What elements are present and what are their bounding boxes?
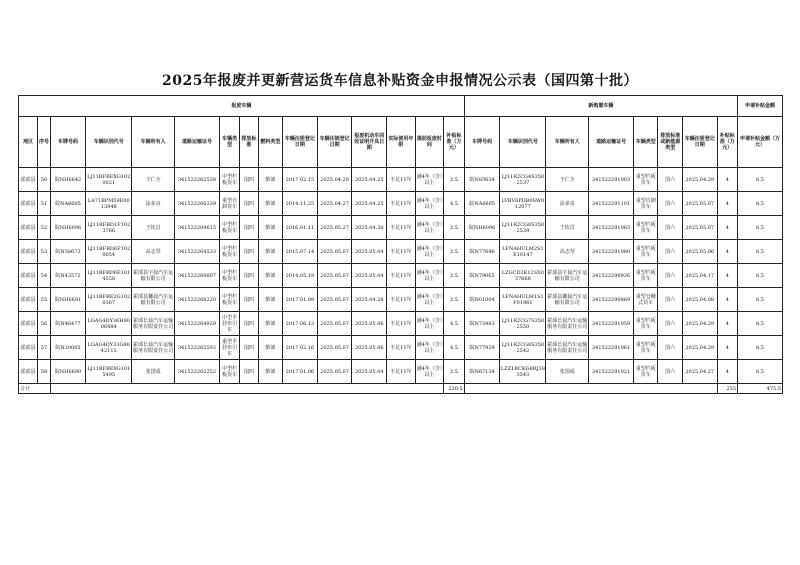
cell-cert-date: 2025.04.25 <box>352 192 387 216</box>
cell-reg-date: 2014.11.25 <box>283 192 318 216</box>
cell-new-plate: 皖N73483 <box>464 312 500 336</box>
cell-actual-years: 不足11年 <box>387 312 416 336</box>
cell-reg-date: 2017.01.06 <box>283 360 318 384</box>
cell-actual-years: 不足11年 <box>387 288 416 312</box>
cell-reg-date: 2016.01.11 <box>283 216 318 240</box>
cell-emission: 国四 <box>240 288 258 312</box>
cell-new-vin: LZZ1BCKG8RJ383543 <box>500 360 546 384</box>
section-apply: 申请补贴金额 <box>738 96 783 117</box>
cell-region: 霍邱县 <box>19 168 38 192</box>
cell-vin: LJ11RFBE2G1020367 <box>86 288 132 312</box>
cell-new-vtype: 重型栏板货车 <box>634 264 658 288</box>
cell-subsidy-scrap: 2.5 <box>444 288 465 312</box>
header-early-years: 提前报废时间 <box>415 117 444 168</box>
cell-permit: 341522268220 <box>175 288 220 312</box>
header-region: 地区 <box>19 117 38 168</box>
cell-vtype: 中型栏板货车 <box>219 240 239 264</box>
cell-new-plate: 皖N77929 <box>464 336 500 360</box>
cell-subsidy-scrap: 2.5 <box>444 360 465 384</box>
cell-amount: 8.5 <box>738 192 783 216</box>
cell-new-owner: 高志琴 <box>546 240 589 264</box>
cell-new-vin: LJ11R2CG8S3502542 <box>500 336 546 360</box>
cell-early-years: 满4年（含）以上 <box>415 168 444 192</box>
header-new-reg-date: 车辆注册登记日期 <box>682 117 717 168</box>
cell-early-years: 满4年（含）以上 <box>415 288 444 312</box>
cell-actual-years: 不足11年 <box>387 264 416 288</box>
cell-emission: 国四 <box>240 264 258 288</box>
cell-permit: 341522266339 <box>175 192 220 216</box>
cell-vin: LJ11RFBEXG1020021 <box>86 168 132 192</box>
header-new-emission: 排放标准或新能源类型 <box>658 117 682 168</box>
cell-new-reg-date: 2025.04.29 <box>682 336 717 360</box>
cell-cert-date: 2025.05.04 <box>352 240 387 264</box>
cell-permit: 341522265592 <box>175 336 220 360</box>
cell-vtype: 中型栏板货车 <box>219 264 239 288</box>
cell-new-reg-date: 2025.04.29 <box>682 312 717 336</box>
cell-seq: 53 <box>38 240 50 264</box>
cell-plate: 皖NH6642 <box>50 168 86 192</box>
cell-fuel: 柴油 <box>258 312 282 336</box>
cell-new-plate: 皖N83634 <box>464 168 500 192</box>
cell-new-reg-date: 2025.04.17 <box>682 264 717 288</box>
cell-cert-date: 2025.05.04 <box>352 264 387 288</box>
table-row <box>19 336 783 360</box>
cell-new-emission: 国六 <box>658 168 682 192</box>
header-cancel-date: 车辆注销登记日期 <box>317 117 352 168</box>
table-row <box>19 240 783 264</box>
header-fuel: 燃料类型 <box>258 117 282 168</box>
cell-actual-years: 不足11年 <box>387 360 416 384</box>
table-row <box>19 288 783 312</box>
cell-region: 霍邱县 <box>19 192 38 216</box>
cell-new-permit: 341522291080 <box>589 240 634 264</box>
cell-new-vtype: 重型栏板货车 <box>634 168 658 192</box>
cell-amount: 6.5 <box>738 288 783 312</box>
header-new-vtype: 车辆类型 <box>634 117 658 168</box>
cell-fuel: 柴油 <box>258 192 282 216</box>
header-plate: 车牌号码 <box>50 117 86 168</box>
cell-cancel-date: 2025.05.07 <box>317 312 352 336</box>
cell-early-years: 满4年（含）以上 <box>415 216 444 240</box>
cell-plate: 皖N43572 <box>50 264 86 288</box>
cell-new-reg-date: 2025.04.08 <box>682 288 717 312</box>
cell-new-emission: 国六 <box>658 192 682 216</box>
cell-actual-years: 不足11年 <box>387 192 416 216</box>
header-new-vin: 车辆识别代号 <box>500 117 546 168</box>
cell-vtype: 中型栏板货车 <box>219 360 239 384</box>
cell-vin: LJ11RFBD1F1023766 <box>86 216 132 240</box>
header-amount: 申请补贴金额（万元） <box>738 117 783 168</box>
cell-actual-years: 不足11年 <box>387 240 416 264</box>
cell-emission: 国四 <box>240 168 258 192</box>
table-row <box>19 360 783 384</box>
totals-blank-1 <box>50 384 444 394</box>
cell-fuel: 柴油 <box>258 288 282 312</box>
cell-new-vtype: 重型栏板货车 <box>634 360 658 384</box>
cell-new-owner: 王仁全 <box>546 168 589 192</box>
cell-seq: 56 <box>38 312 50 336</box>
cell-new-plate: 皖N01004 <box>464 288 500 312</box>
cell-new-owner: 霍邱长晨汽车运输服务有限责任公司 <box>546 336 589 360</box>
header-owner: 车辆所有人 <box>132 117 175 168</box>
cell-new-permit: 341522290869 <box>589 288 634 312</box>
cell-cert-date: 2025.05.04 <box>352 360 387 384</box>
cell-permit: 341522264929 <box>175 312 220 336</box>
section-scrap: 报废车辆 <box>19 96 465 117</box>
cell-cert-date: 2025.04.28 <box>352 288 387 312</box>
cell-vtype: 重型自卸货车 <box>219 192 239 216</box>
cell-new-vin: LZGCD2K12SX037668 <box>500 264 546 288</box>
cell-owner: 涂多良 <box>132 192 175 216</box>
cell-emission: 国四 <box>240 216 258 240</box>
cell-new-permit: 341522291021 <box>589 360 634 384</box>
cell-fuel: 柴油 <box>258 336 282 360</box>
cell-reg-date: 2017.02.16 <box>283 336 318 360</box>
cell-cert-date: 2025.04.30 <box>352 216 387 240</box>
cell-subsidy-new: 4 <box>717 168 737 192</box>
cell-subsidy-scrap: 4.5 <box>444 192 465 216</box>
cell-new-vtype: 重型栏板货车 <box>634 240 658 264</box>
cell-actual-years: 不足11年 <box>387 336 416 360</box>
cell-new-owner: 张国成 <box>546 360 589 384</box>
cell-new-vin: LJ11R2CG8S3502539 <box>500 216 546 240</box>
cell-permit: 341522269807 <box>175 264 220 288</box>
cell-vin: LGAG4DY33G8042115 <box>86 336 132 360</box>
cell-new-vin: LJ11R2CG4S3502537 <box>500 168 546 192</box>
cell-cancel-date: 2025.05.07 <box>317 336 352 360</box>
cell-emission: 国四 <box>240 240 258 264</box>
cell-subsidy-scrap: 2.5 <box>444 240 465 264</box>
cell-vtype: 中型栏板货车 <box>219 168 239 192</box>
cell-amount: 6.5 <box>738 168 783 192</box>
cell-subsidy-new: 4 <box>717 336 737 360</box>
cell-cert-date: 2025.05.06 <box>352 336 387 360</box>
cell-cancel-date: 2025.05.07 <box>317 240 352 264</box>
cell-new-emission: 国六 <box>658 360 682 384</box>
cell-new-plate: 皖NA6605 <box>464 192 500 216</box>
cell-subsidy-scrap: 2.5 <box>444 168 465 192</box>
cell-seq: 50 <box>38 168 50 192</box>
cell-reg-date: 2014.05.19 <box>283 264 318 288</box>
cell-new-emission: 国六 <box>658 240 682 264</box>
cell-new-emission: 国六 <box>658 336 682 360</box>
cell-early-years: 满4年（含）以上 <box>415 240 444 264</box>
cell-owner: 王钦昌 <box>132 216 175 240</box>
cell-cancel-date: 2025.05.27 <box>317 216 352 240</box>
cell-new-vin: LFNAHULM1S1F01961 <box>500 288 546 312</box>
cell-permit: 341522264533 <box>175 240 220 264</box>
cell-subsidy-new: 4 <box>717 360 737 384</box>
cell-new-vtype: 重型自卸货车 <box>634 192 658 216</box>
cell-fuel: 柴油 <box>258 240 282 264</box>
header-scrap-cert-date: 报废机动车回收证明开具日期 <box>352 117 387 168</box>
cell-new-reg-date: 2025.04.27 <box>682 360 717 384</box>
cell-reg-date: 2017.06.13 <box>283 312 318 336</box>
cell-owner: 霍邱长晨汽车运输服务有限责任公司 <box>132 312 175 336</box>
cell-reg-date: 2017.01.09 <box>283 288 318 312</box>
cell-vtype: 中型栏板货车 <box>219 216 239 240</box>
cell-new-emission: 国六 <box>658 264 682 288</box>
cell-seq: 52 <box>38 216 50 240</box>
header-vin: 车辆识别代号 <box>86 117 132 168</box>
cell-permit: 341522209615 <box>175 216 220 240</box>
cell-early-years: 满4年（含）以上 <box>415 192 444 216</box>
totals-subsidy-new: 255 <box>717 384 737 394</box>
cell-subsidy-scrap: 4.5 <box>444 312 465 336</box>
cell-region: 霍邱县 <box>19 336 38 360</box>
table-row <box>19 312 783 336</box>
cell-fuel: 柴油 <box>258 360 282 384</box>
cell-seq: 55 <box>38 288 50 312</box>
cell-new-plate: 皖NH6096 <box>464 216 500 240</box>
cell-new-vtype: 重型栏板货车 <box>634 216 658 240</box>
cell-vtype: 中型栏板货车 <box>219 288 239 312</box>
cell-vin: LJ11RFBD6E1014558 <box>86 264 132 288</box>
cell-permit: 341522262538 <box>175 168 220 192</box>
table-row <box>19 216 783 240</box>
cell-owner: 霍邱长晨汽车运输服务有限责任公司 <box>132 336 175 360</box>
header-subsidy-scrap: 补贴标准（万元） <box>444 117 465 168</box>
totals-subsidy-scrap: 220.5 <box>444 384 465 394</box>
cell-emission: 国四 <box>240 360 258 384</box>
cell-subsidy-scrap: 4.5 <box>444 336 465 360</box>
cell-owner: 王仁全 <box>132 168 175 192</box>
cell-vin: LA71BPM59E0013948 <box>86 192 132 216</box>
cell-plate: 皖N20005 <box>50 336 86 360</box>
cell-new-emission: 国六 <box>658 216 682 240</box>
page-title: 2025年报废并更新营运货车信息补贴资金申报情况公示表（国四第十批） <box>162 73 638 89</box>
header-new-plate: 车牌号码 <box>464 117 500 168</box>
cell-new-plate: 皖N77696 <box>464 240 500 264</box>
table-row <box>19 168 783 192</box>
cell-reg-date: 2015.07.14 <box>283 240 318 264</box>
cell-early-years: 满4年（含）以上 <box>415 360 444 384</box>
cell-plate: 皖NH6690 <box>50 360 86 384</box>
cell-emission: 国四 <box>240 312 258 336</box>
cell-plate: 皖NA6605 <box>50 192 86 216</box>
cell-new-reg-date: 2025.05.06 <box>682 240 717 264</box>
cell-owner: 高志琴 <box>132 240 175 264</box>
cell-plate: 皖NH6096 <box>50 216 86 240</box>
cell-owner: 张国成 <box>132 360 175 384</box>
cell-new-reg-date: 2025.05.07 <box>682 216 717 240</box>
totals-row <box>19 384 783 394</box>
cell-new-plate: 皖N79065 <box>464 264 500 288</box>
cell-new-vin: LVBV6PDB0SW012077 <box>500 192 546 216</box>
cell-region: 霍邱县 <box>19 288 38 312</box>
cell-owner: 霍邱县馨晨汽车运输有限公司 <box>132 288 175 312</box>
cell-amount: 6.5 <box>738 360 783 384</box>
header-new-owner: 车辆所有人 <box>546 117 589 168</box>
cell-cert-date: 2025.05.06 <box>352 312 387 336</box>
totals-amount: 475.5 <box>738 384 783 394</box>
cell-permit: 341522262252 <box>175 360 220 384</box>
cell-owner: 霍邱县宇晨汽车运输有限公司 <box>132 264 175 288</box>
cell-plate: 皖NH6691 <box>50 288 86 312</box>
header-vtype: 车辆类型 <box>219 117 239 168</box>
cell-plate: 皖N58673 <box>50 240 86 264</box>
cell-new-vin: LJ11R2CG7S3502550 <box>500 312 546 336</box>
cell-new-owner: 霍邱长晨汽车运输服务有限责任公司 <box>546 312 589 336</box>
cell-new-owner: 王钦昌 <box>546 216 589 240</box>
header-permit: 道路运输证号 <box>175 117 220 168</box>
cell-fuel: 柴油 <box>258 168 282 192</box>
cell-new-emission: 国六 <box>658 288 682 312</box>
cell-new-vtype: 重型仓栅式货车 <box>634 288 658 312</box>
cell-region: 霍邱县 <box>19 264 38 288</box>
section-new: 新购置车辆 <box>464 96 737 117</box>
subsidy-table <box>18 95 783 394</box>
cell-subsidy-new: 4 <box>717 264 737 288</box>
cell-new-permit: 341522291059 <box>589 312 634 336</box>
cell-new-vtype: 重型栏板货车 <box>634 312 658 336</box>
cell-emission: 国四 <box>240 336 258 360</box>
header-emission: 排放标准 <box>240 117 258 168</box>
header-actual-years: 实际使用年限 <box>387 117 416 168</box>
cell-plate: 皖N46477 <box>50 312 86 336</box>
cell-seq: 54 <box>38 264 50 288</box>
cell-cert-date: 2025.04.25 <box>352 168 387 192</box>
cell-new-permit: 341522291101 <box>589 192 634 216</box>
cell-region: 霍邱县 <box>19 216 38 240</box>
cell-vin: LJ11RFBE8G1015495 <box>86 360 132 384</box>
header-seq: 序号 <box>38 117 50 168</box>
cell-vtype: 中型半挂牵引车 <box>219 312 239 336</box>
cell-early-years: 满4年（含）以上 <box>415 264 444 288</box>
cell-seq: 51 <box>38 192 50 216</box>
cell-subsidy-new: 4 <box>717 288 737 312</box>
cell-new-permit: 341522291003 <box>589 168 634 192</box>
cell-new-owner: 霍邱县宇晨汽车运输有限公司 <box>546 264 589 288</box>
cell-new-vtype: 重型栏板货车 <box>634 336 658 360</box>
cell-cancel-date: 2025.04.28 <box>317 168 352 192</box>
cell-early-years: 满4年（含）以上 <box>415 312 444 336</box>
cell-new-owner: 霍邱县馨晨汽车运输有限公司 <box>546 288 589 312</box>
cell-new-reg-date: 2025.05.07 <box>682 192 717 216</box>
header-reg-date: 车辆注册登记日期 <box>283 117 318 168</box>
cell-vin: LJ11RFBD6F1020054 <box>86 240 132 264</box>
cell-actual-years: 不足11年 <box>387 216 416 240</box>
cell-actual-years: 不足11年 <box>387 168 416 192</box>
cell-cancel-date: 2025.04.27 <box>317 192 352 216</box>
cell-region: 霍邱县 <box>19 240 38 264</box>
cell-reg-date: 2017.02.15 <box>283 168 318 192</box>
cell-new-plate: 皖N67134 <box>464 360 500 384</box>
cell-fuel: 柴油 <box>258 216 282 240</box>
cell-subsidy-new: 4 <box>717 312 737 336</box>
cell-region: 霍邱县 <box>19 360 38 384</box>
cell-new-reg-date: 2025.04.29 <box>682 168 717 192</box>
cell-cancel-date: 2025.05.07 <box>317 288 352 312</box>
cell-amount: 6.5 <box>738 216 783 240</box>
cell-subsidy-new: 4 <box>717 240 737 264</box>
table-row <box>19 264 783 288</box>
cell-cancel-date: 2025.05.07 <box>317 360 352 384</box>
cell-region: 霍邱县 <box>19 312 38 336</box>
header-subsidy-new: 补贴标准（万元） <box>717 117 737 168</box>
cell-subsidy-new: 4 <box>717 216 737 240</box>
cell-subsidy-scrap: 2.5 <box>444 216 465 240</box>
cell-fuel: 柴油 <box>258 264 282 288</box>
cell-emission: 国四 <box>240 192 258 216</box>
cell-new-owner: 涂多良 <box>546 192 589 216</box>
cell-amount: 8.5 <box>738 336 783 360</box>
totals-label: 合计 <box>19 384 51 394</box>
cell-seq: 58 <box>38 360 50 384</box>
cell-new-permit: 341522290936 <box>589 264 634 288</box>
table-row <box>19 192 783 216</box>
header-new-permit: 道路运输证号 <box>589 117 634 168</box>
cell-amount: 6.5 <box>738 264 783 288</box>
cell-amount: 6.5 <box>738 240 783 264</box>
cell-new-vin: LFNAHULM2S1E10147 <box>500 240 546 264</box>
totals-blank-2 <box>464 384 717 394</box>
cell-vin: LGAG4DY36H8006484 <box>86 312 132 336</box>
cell-cancel-date: 2025.05.07 <box>317 264 352 288</box>
cell-subsidy-scrap: 2.5 <box>444 264 465 288</box>
cell-vtype: 重型半挂牵引车 <box>219 336 239 360</box>
cell-early-years: 满4年（含）以上 <box>415 336 444 360</box>
cell-seq: 57 <box>38 336 50 360</box>
cell-subsidy-new: 4 <box>717 192 737 216</box>
cell-amount: 8.5 <box>738 312 783 336</box>
cell-new-permit: 341522291083 <box>589 216 634 240</box>
cell-new-permit: 341522291061 <box>589 336 634 360</box>
cell-new-emission: 国六 <box>658 312 682 336</box>
